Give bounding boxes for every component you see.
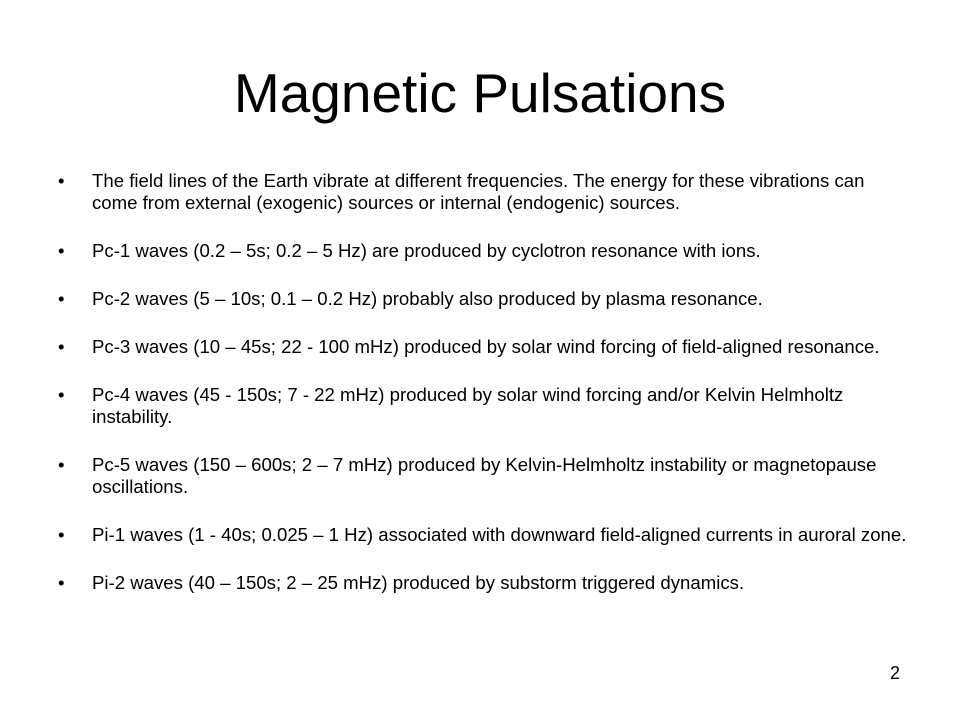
bullet-text: The field lines of the Earth vibrate at different frequencies. The energy for these vibrations can come from external (exogenic) sources or internal (endogenic) sources. [92,170,865,213]
bullet-item [58,572,908,594]
bullet-marker: • [58,240,65,261]
bullet-marker: • [58,170,65,191]
bullet-text: Pc-3 waves (10 – 45s; 22 - 100 mHz) produced by solar wind forcing of field-aligned resonance. [92,336,880,357]
slide-number: 2 [889,663,900,683]
bullet-marker: • [58,524,65,545]
slide-title: Magnetic Pulsations [233,62,727,124]
bullet-item [58,336,908,358]
bullet-text: Pc-1 waves (0.2 – 5s; 0.2 – 5 Hz) are produced by cyclotron resonance with ions. [92,240,761,261]
bullet-marker: • [58,288,65,309]
bullet-marker: • [58,454,65,475]
bullet-marker: • [58,336,65,357]
bullet-item [58,170,908,214]
bullet-text: Pi-1 waves (1 - 40s; 0.025 – 1 Hz) associated with downward field-aligned currents in auroral zone. [92,524,907,545]
bullet-text: Pc-5 waves (150 – 600s; 2 – 7 mHz) produced by Kelvin-Helmholtz instability or magnetopause oscillations. [92,454,877,497]
bullet-marker: • [58,384,65,405]
bullet-list [58,170,908,620]
bullet-item [58,384,908,428]
bullet-marker: • [58,572,65,593]
bullet-item [58,524,908,546]
bullet-text: Pc-2 waves (5 – 10s; 0.1 – 0.2 Hz) probably also produced by plasma resonance. [92,288,763,309]
bullet-text: Pi-2 waves (40 – 150s; 2 – 25 mHz) produced by substorm triggered dynamics. [92,572,745,593]
bullet-text: Pc-4 waves (45 - 150s; 7 - 22 mHz) produced by solar wind forcing and/or Kelvin Helmholtz instability. [92,384,844,427]
bullet-item [58,288,908,310]
bullet-item [58,454,908,498]
bullet-item [58,240,908,262]
